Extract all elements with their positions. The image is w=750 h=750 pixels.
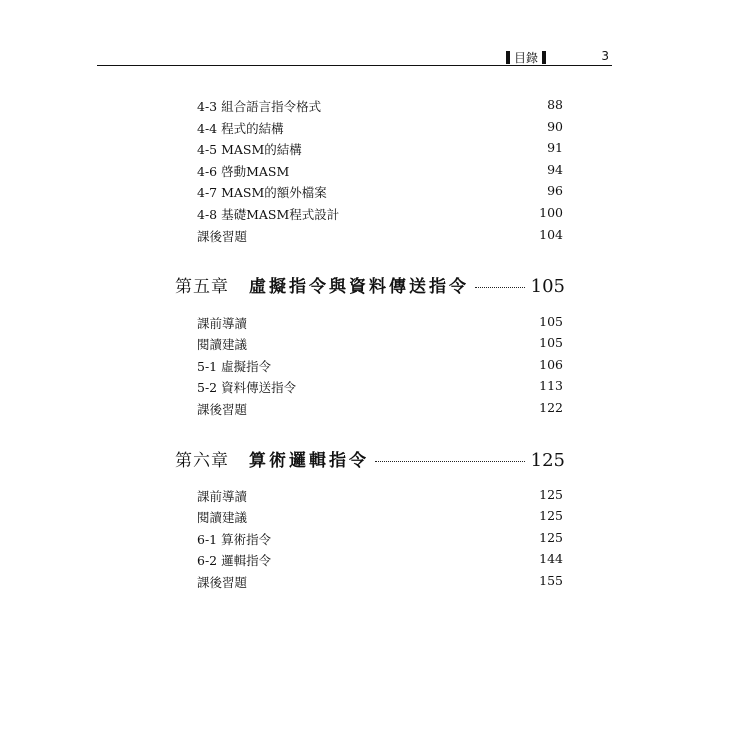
toc-entry-page: 125 bbox=[539, 530, 563, 545]
chapter-page: 105 bbox=[530, 276, 565, 297]
section-tag bbox=[506, 49, 546, 66]
toc-entry-page: 94 bbox=[547, 162, 563, 177]
chapter-heading[interactable] bbox=[175, 272, 565, 298]
toc-entry-label: 課前導讀 bbox=[197, 489, 248, 504]
toc-entry-label: 5-2 資料傳送指令 bbox=[197, 380, 297, 395]
chapter-heading[interactable] bbox=[175, 446, 565, 472]
toc-entry-label: 4-8 基礎MASM程式設計 bbox=[197, 207, 340, 222]
toc-entry[interactable] bbox=[197, 140, 563, 160]
section-title: 目錄 bbox=[514, 51, 539, 65]
toc-entry-page: 105 bbox=[539, 314, 563, 329]
toc-entry-label: 課後習題 bbox=[197, 402, 248, 417]
toc-entry[interactable] bbox=[197, 335, 563, 355]
toc-entry[interactable] bbox=[197, 314, 563, 334]
toc-entry[interactable] bbox=[197, 378, 563, 398]
toc-entry[interactable] bbox=[197, 119, 563, 139]
toc-entry-page: 106 bbox=[539, 357, 563, 372]
toc-entry-label: 課前導讀 bbox=[197, 316, 248, 331]
toc-entry-page: 90 bbox=[547, 119, 563, 134]
toc-entry[interactable] bbox=[197, 205, 563, 225]
toc-entry-page: 144 bbox=[539, 551, 563, 566]
toc-entry-label: 4-5 MASM的結構 bbox=[197, 142, 302, 157]
toc-entry-label: 4-6 啓動MASM bbox=[197, 164, 290, 179]
toc-entry[interactable] bbox=[197, 573, 563, 593]
chapter-number: 第五章 bbox=[175, 277, 229, 297]
page-number: 3 bbox=[601, 49, 609, 63]
toc-entry[interactable] bbox=[197, 487, 563, 507]
toc-entry-page: 100 bbox=[539, 205, 563, 220]
toc-entry[interactable] bbox=[197, 551, 563, 571]
toc-entry-page: 88 bbox=[547, 97, 563, 112]
toc-entry-label: 4-7 MASM的額外檔案 bbox=[197, 185, 327, 200]
toc-entry-label: 4-4 程式的結構 bbox=[197, 121, 284, 136]
toc-entry-page: 125 bbox=[539, 487, 563, 502]
toc-entry-page: 122 bbox=[539, 400, 563, 415]
toc-entry-label: 閱讀建議 bbox=[197, 337, 248, 352]
toc-entry[interactable] bbox=[197, 508, 563, 528]
toc-entry-label: 閱讀建議 bbox=[197, 510, 248, 525]
dot-leader bbox=[375, 461, 525, 462]
toc-entry-page: 155 bbox=[539, 573, 563, 588]
chapter-number: 第六章 bbox=[175, 451, 229, 471]
chapter-title: 虛擬指令與資料傳送指令 bbox=[249, 277, 469, 297]
dot-leader bbox=[475, 287, 525, 288]
tag-bar-left bbox=[506, 51, 510, 64]
toc-entry-page: 96 bbox=[547, 183, 563, 198]
toc-entry-label: 5-1 虛擬指令 bbox=[197, 359, 272, 374]
toc-entry[interactable] bbox=[197, 162, 563, 182]
toc-entry-label: 課後習題 bbox=[197, 229, 248, 244]
toc-entry-label: 6-1 算術指令 bbox=[197, 532, 272, 547]
toc-entry[interactable] bbox=[197, 400, 563, 420]
page-header bbox=[97, 46, 612, 66]
toc-entry-label: 4-3 組合語言指令格式 bbox=[197, 99, 322, 114]
toc-entry[interactable] bbox=[197, 227, 563, 247]
toc-entry[interactable] bbox=[197, 357, 563, 377]
toc-entry-page: 125 bbox=[539, 508, 563, 523]
toc-entry[interactable] bbox=[197, 97, 563, 117]
toc-entry-page: 113 bbox=[539, 378, 563, 393]
chapter-page: 125 bbox=[530, 450, 565, 471]
toc-entry-page: 104 bbox=[539, 227, 563, 242]
toc-entry[interactable] bbox=[197, 183, 563, 203]
toc-entry-page: 105 bbox=[539, 335, 563, 350]
toc-entry[interactable] bbox=[197, 530, 563, 550]
toc-entry-page: 91 bbox=[547, 140, 563, 155]
tag-bar-right bbox=[542, 51, 546, 64]
chapter-title: 算術邏輯指令 bbox=[249, 451, 369, 471]
toc-entry-label: 課後習題 bbox=[197, 575, 248, 590]
header-rule bbox=[97, 65, 612, 66]
toc-entry-label: 6-2 邏輯指令 bbox=[197, 553, 272, 568]
